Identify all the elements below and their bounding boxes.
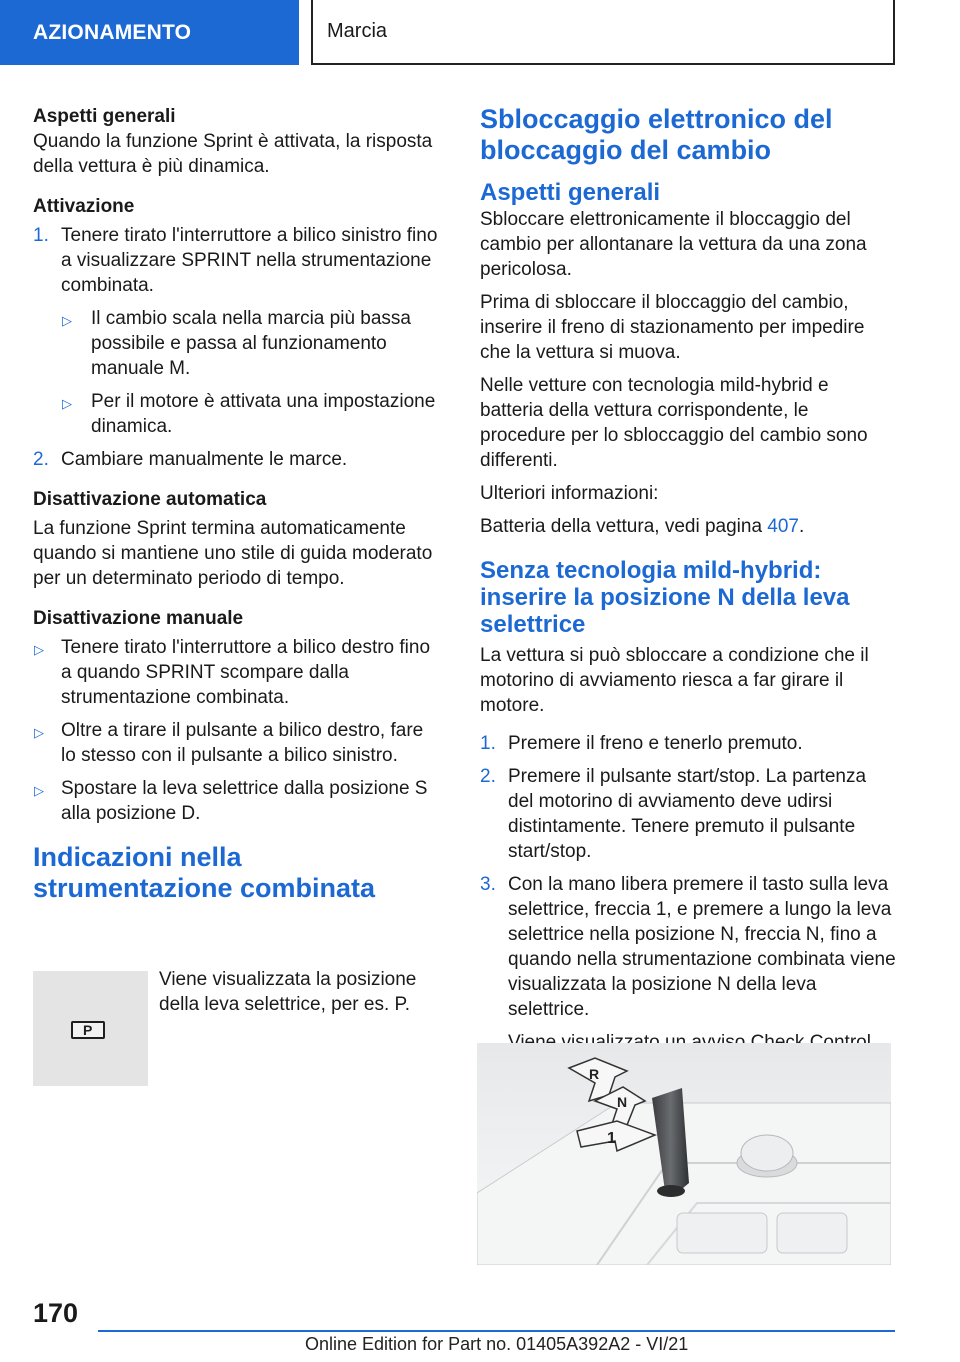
step-number: 2. bbox=[480, 766, 496, 787]
list-item bbox=[480, 764, 896, 864]
gear-display-image bbox=[33, 971, 148, 1086]
step-text: Cambiare manualmente le marce. bbox=[61, 449, 348, 470]
step-number: 1. bbox=[33, 225, 49, 246]
auto-off-heading: Disattivazione automatica bbox=[33, 489, 267, 510]
step-number: 2. bbox=[33, 449, 49, 470]
page-number: 170 bbox=[33, 1298, 79, 1328]
display-heading: Indicazioni nella strumentazione combinata bbox=[33, 842, 376, 903]
paragraph: Ulteriori informazioni: bbox=[480, 483, 659, 504]
page-link[interactable]: 407 bbox=[767, 516, 799, 537]
general-text: Quando la funzione Sprint è attivata, la risposta della vettura è più dinamica. bbox=[33, 131, 433, 177]
list-item bbox=[33, 306, 443, 381]
section-tab: AZIONAMENTO bbox=[0, 0, 299, 65]
right-column bbox=[480, 100, 896, 1055]
list-item bbox=[480, 872, 896, 1022]
list-item bbox=[33, 447, 443, 472]
arrow-label-n: N bbox=[617, 1094, 628, 1110]
arrow-label-1: 1 bbox=[607, 1130, 616, 1147]
display-text: Viene visualizzata la posizione della leva selettrice, per es. P. bbox=[159, 969, 417, 1015]
bullet-text: Tenere tirato l'interruttore a bilico destro fino a quando SPRINT scompare dalla strumentazione combinata. bbox=[61, 637, 431, 708]
paragraph: Prima di sbloccare il bloccaggio del cambio, inserire il freno di stazionamento per impedire che la vettura si muova. bbox=[480, 292, 865, 363]
section-heading: Senza tecnologia mild-hybrid: inserire la posizione N della leva selettrice bbox=[480, 557, 850, 638]
general-heading: Aspetti generali bbox=[480, 179, 661, 206]
arrow-label-r: R bbox=[589, 1066, 600, 1082]
triangle-bullet-icon: ▷ bbox=[34, 642, 44, 657]
park-indicator-label: P bbox=[83, 1022, 93, 1038]
cross-ref-suffix: . bbox=[799, 516, 805, 537]
gear-selector-illustration bbox=[477, 1043, 891, 1265]
general-heading: Aspetti generali bbox=[33, 106, 176, 127]
step-text: Con la mano libera premere il tasto sulla leva selettrice, freccia 1, e premere a lungo la leva selettrice nella posizione N, freccia N, fino a quando nella strumentazione combinata viene visualizzata la posizione N della leva selettrice. bbox=[508, 874, 896, 1020]
paragraph: Sbloccare elettronicamente il bloccaggio del cambio per allontanare la vettura da una zona pericolosa. bbox=[480, 209, 867, 280]
step-number: 3. bbox=[480, 874, 496, 895]
triangle-bullet-icon: ▷ bbox=[34, 725, 44, 740]
paragraph: Nelle vetture con tecnologia mild-hybrid e batteria della vettura corrispondente, le procedure per lo sbloccaggio del cambio sono differenti. bbox=[480, 375, 868, 471]
auto-off-text: La funzione Sprint termina automaticamente quando si mantiene uno stile di guida moderato per un determinato periodo di tempo. bbox=[33, 518, 433, 589]
left-column bbox=[33, 100, 443, 904]
activation-heading: Attivazione bbox=[33, 196, 135, 217]
list-item bbox=[33, 389, 443, 439]
triangle-bullet-icon: ▷ bbox=[62, 313, 72, 328]
sub-item-text: Per il motore è attivata una impostazione dinamica. bbox=[91, 391, 436, 437]
step-text: Tenere tirato l'interruttore a bilico sinistro fino a visualizzare SPRINT nella strumentazione combinata. bbox=[61, 225, 438, 296]
chapter-title: Marcia bbox=[311, 0, 895, 65]
list-item bbox=[33, 635, 443, 710]
cross-ref-text: Batteria della vettura, vedi pagina bbox=[480, 516, 768, 537]
list-item bbox=[33, 776, 443, 826]
list-item bbox=[33, 718, 443, 768]
triangle-bullet-icon: ▷ bbox=[34, 783, 44, 798]
list-item bbox=[33, 223, 443, 298]
manual-off-heading: Disattivazione manuale bbox=[33, 608, 244, 629]
edition-text: Online Edition for Part no. 01405A392A2 - VI/21 bbox=[305, 1334, 689, 1354]
bullet-text: Oltre a tirare il pulsante a bilico destro, fare lo stesso con il pulsante a bilico sinistro. bbox=[61, 720, 424, 766]
triangle-bullet-icon: ▷ bbox=[62, 396, 72, 411]
step-text: Premere il freno e tenerlo premuto. bbox=[508, 733, 803, 754]
gear-selector-image bbox=[477, 1043, 891, 1265]
page-section-title: Sbloccaggio elettronico del bloccaggio del cambio bbox=[480, 104, 833, 165]
paragraph bbox=[480, 514, 896, 539]
list-item bbox=[480, 731, 896, 756]
bullet-text: Spostare la leva selettrice dalla posizione S alla posizione D. bbox=[61, 778, 428, 824]
section-text: La vettura si può sbloccare a condizione che il motorino di avviamento riesca a far girare il motore. bbox=[480, 645, 869, 716]
step-number: 1. bbox=[480, 733, 496, 754]
step-text: Premere il pulsante start/stop. La partenza del motorino di avviamento deve udirsi distintamente. Tenere premuto il pulsante start/stop. bbox=[508, 766, 867, 862]
park-indicator-icon bbox=[71, 1021, 105, 1039]
sub-item-text: Il cambio scala nella marcia più bassa possibile e passa al funzionamento manuale M. bbox=[91, 308, 411, 379]
